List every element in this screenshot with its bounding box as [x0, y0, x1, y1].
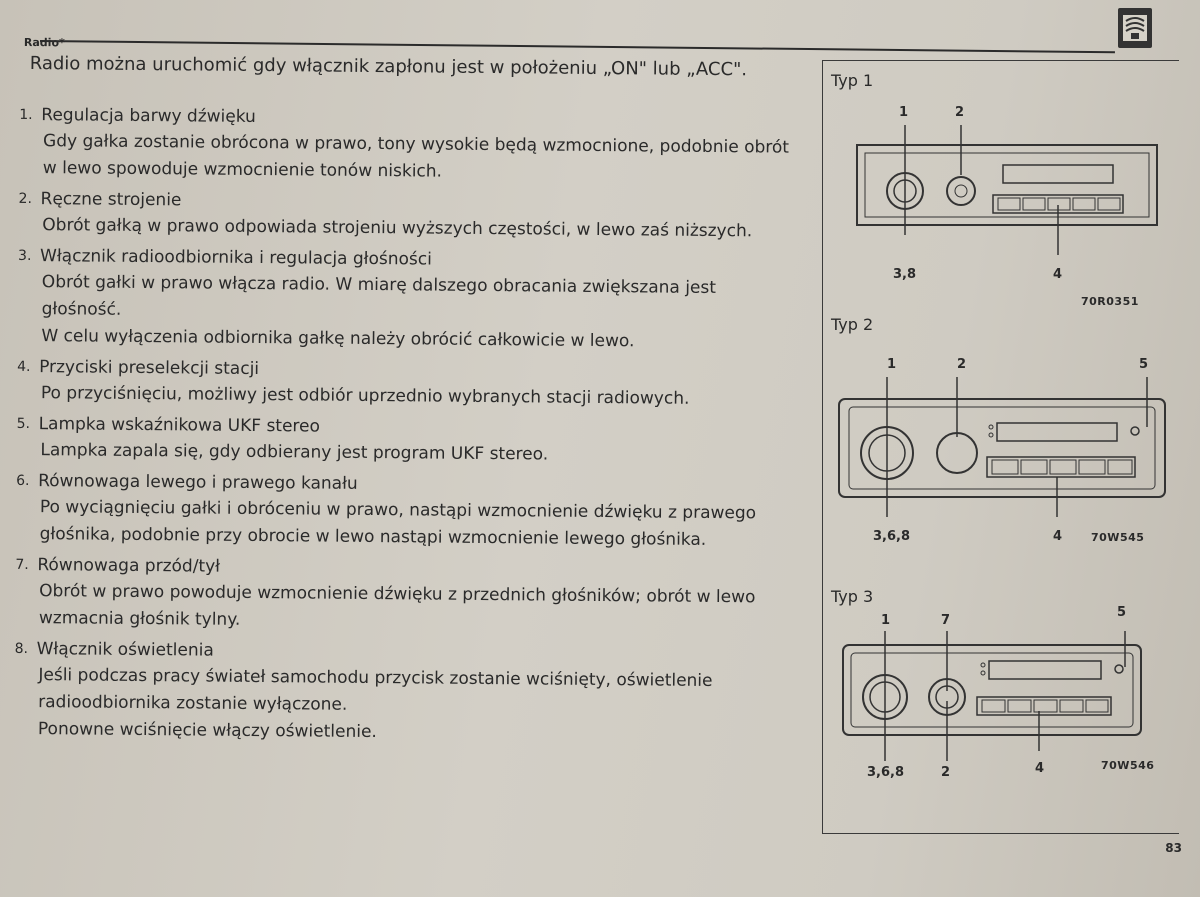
typ2-callout: 1 [887, 357, 897, 372]
typ3-callout: 3,6,8 [867, 765, 905, 780]
item-body: Lampka zapala się, gdy odbierany jest program UKF stereo. [40, 440, 549, 465]
item-number: 3. [18, 247, 32, 265]
item-title: Ręczne strojenie [40, 189, 182, 211]
typ1-callout: 4 [1053, 267, 1063, 282]
typ1-callout: 1 [899, 105, 909, 120]
item-body-extra: Ponowne wciśnięcie włączy oświetlenie. [37, 719, 377, 743]
list-item [15, 552, 796, 639]
typ3-callout: 1 [881, 613, 891, 628]
typ3-callout: 5 [1117, 605, 1127, 620]
item-title: Równowaga lewego i prawego kanału [38, 471, 358, 494]
item-title: Lampka wskaźnikowa UKF stereo [38, 414, 321, 437]
item-number: 8. [14, 640, 29, 658]
item-title: Włącznik oświetlenia [36, 639, 214, 661]
list-item [19, 102, 800, 189]
typ3-callout: 7 [941, 613, 951, 628]
typ1-callout: 2 [955, 105, 965, 120]
typ2-callout: 5 [1139, 357, 1149, 372]
item-number: 1. [19, 106, 33, 124]
item-body: Po przyciśnięciu, możliwy jest odbiór uprzednio wybranych stacji radiowych. [40, 383, 690, 409]
item-body-extra: W celu wyłączenia odbiornika gałkę należy obrócić całkowicie w lewo. [41, 326, 635, 352]
item-body: Gdy gałka zostanie obrócona w prawo, tony wysokie będą wzmocnione, podobnie obrót w lewo spowoduje wzmocnienie tonów niskich. [42, 131, 790, 182]
list-item [18, 186, 798, 246]
typ3-label: Typ 3 [831, 587, 874, 606]
intro-paragraph: Radio można uruchomić gdy włącznik zapłonu jest w położeniu „ON" lub „ACC". [29, 52, 748, 81]
diagram-panel [822, 60, 1179, 834]
list-item [16, 411, 796, 471]
item-body: Obrót gałką w prawo odpowiada strojeniu wyższych częstości, w lewo zaś niższych. [42, 215, 753, 242]
typ3-callout: 2 [941, 765, 951, 780]
item-body: Obrót w prawo powoduje wzmocnienie dźwięku z przednich głośników; obrót w lewo wzmacnia głośnik tylny. [38, 581, 756, 630]
item-number: 5. [16, 415, 31, 433]
item-title: Włącznik radioodbiornika i regulacja głośności [39, 246, 432, 270]
item-number: 2. [18, 190, 33, 208]
list-item [17, 354, 797, 414]
page-number: 83 [1165, 841, 1182, 855]
typ1-label: Typ 1 [831, 71, 874, 90]
typ1-code: 70R0351 [1081, 295, 1139, 308]
list-item [16, 468, 797, 555]
typ3-callout: 4 [1035, 761, 1045, 776]
typ2-callout: 2 [957, 357, 967, 372]
item-title: Regulacja barwy dźwięku [41, 105, 256, 127]
typ2-callout: 4 [1053, 529, 1063, 544]
typ3-radio-illustration [839, 631, 1149, 761]
typ2-code: 70W545 [1091, 531, 1145, 544]
list-item [18, 243, 798, 357]
item-body: Obrót gałki w prawo włącza radio. W miarę dalszego obracania zwiększana jest głośność. [41, 272, 717, 320]
instructions-column [14, 35, 800, 754]
section-label: Radio* [23, 35, 65, 50]
typ2-radio-illustration [837, 377, 1169, 527]
typ2-label: Typ 2 [831, 315, 874, 334]
typ1-radio-illustration [853, 125, 1163, 265]
typ2-callout: 3,6,8 [873, 529, 911, 544]
item-body: Po wyciągnięciu gałki i obróceniu w prawo, nastąpi wzmocnienie dźwięku z prawego głośnika, podobnie przy obrocie w lewo nastąpi wzmocnienie lewego głośnika. [39, 497, 757, 550]
item-number: 6. [16, 472, 30, 490]
list-item [14, 636, 795, 750]
item-number: 7. [15, 556, 29, 574]
item-title: Równowaga przód/tył [37, 555, 221, 577]
item-body: Jeśli podczas pracy świateł samochodu przycisk zostanie wciśnięty, oświetlenie radioodbiornika zostanie wyłączone. [38, 665, 713, 715]
item-number: 4. [17, 358, 31, 376]
typ3-code: 70W546 [1101, 759, 1155, 772]
item-title: Przyciski preselekcji stacji [39, 357, 260, 380]
radio-section-icon [1118, 8, 1152, 48]
typ1-callout: 3,8 [893, 267, 917, 282]
